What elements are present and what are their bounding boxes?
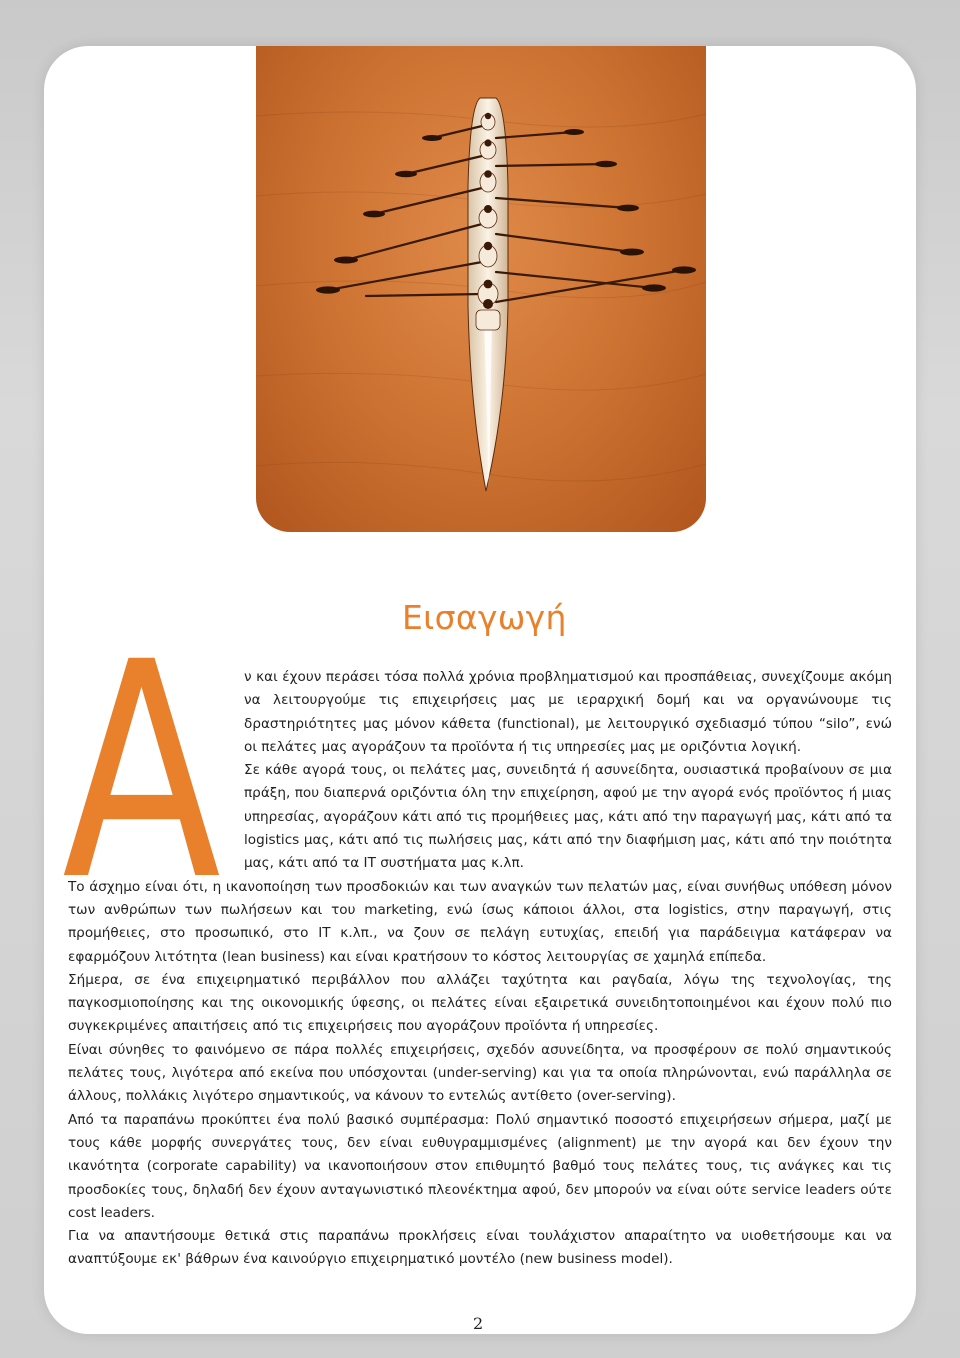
paragraph: Το άσχημο είναι ότι, η ικανοποίηση των προσδοκιών και των αναγκών των πελατών μας, είναι συνήθως υπόθεση μόνον των ανθρώπων των πωλήσεων και του marketing, ενώ ίσως κάποιοι άλλοι, στα logistics, στην παραγωγή, στις προμήθειες, στο προσωπικό, στο IT κ.λπ., να ζουν σε πελάγη ευτυχίας, επειδή για παράδειγμα κατάφεραν να εφαρμόζουν λιτότητα (lean business) και είναι κρατήσουν το κόστος λειτουργίας σε χαμηλά επίπεδα. <box>68 878 892 965</box>
paragraph: Για να απαντήσουμε θετικά στις παραπάνω προκλήσεις είναι τουλάχιστον απαραίτητο να υιοθετήσουμε και να αναπτύξουμε εκ' βάθρων ένα καινούργιο επιχειρηματικό μοντέλο (new business model). <box>68 1228 892 1268</box>
paragraph: Σήμερα, σε ένα επιχειρηματικό περιβάλλον που αλλάζει ταχύτητα και ραγδαία, λόγω της τεχνολογίας, της παγκοσμιοποίησης και της οικονομικής ύφεσης, οι πελάτες είναι εξαιρετικά συνειδητοποιημένοι και έχουν πολύ πιο συγκεκριμένες απαιτήσεις από τις επιχειρήσεις που αγοράζουν προϊόντα ή υπηρεσίες. <box>68 971 892 1035</box>
rowing-boat-image <box>256 46 706 532</box>
page-number: 2 <box>473 1314 484 1333</box>
page-title: Εισαγωγή <box>402 598 567 637</box>
paragraph: Είναι σύνηθες το φαινόμενο σε πάρα πολλές επιχειρήσεις, σχεδόν ασυνείδητα, να προσφέρουν σε πολύ σημαντικούς πελάτες τους, λιγότερα από εκείνα που υπόσχονται (under-serving) και για τα οποία πληρώνονται, ενώ παράλληλα σε άλλους, πολλάκις λιγότερο σημαντικούς, να κάνουν το εντελώς αντίθετο (over-serving). <box>68 1041 892 1105</box>
paragraph: Σε κάθε αγορά τους, οι πελάτες μας, συνειδητά ή ασυνείδητα, ουσιαστικά προβαίνουν σε μια πράξη, που διαπερνά οριζόντια όλη την επιχείρηση, αφού με την αγορά ενός προϊόντος ή μιας υπηρεσίας, αγοράζουν κάτι από τις προμήθειες μας, κάτι από την παραγωγή μας, κάτι από τα logistics μας, κάτι από τις πωλήσεις μας, κάτι από την διαφήμιση μας, κάτι από την ποιότητα μας, κάτι από τα IT συστήματα μας κ.λπ. <box>244 762 892 872</box>
body-text <box>68 666 892 1272</box>
paragraph: Από τα παραπάνω προκύπτει ένα πολύ βασικό συμπέρασμα: Πολύ σημαντικό ποσοστό επιχειρήσεων σήμερα, μαζί με τους κάθε μορφής συνεργάτες τους, δεν είναι ευθυγραμμισμένες (alignment) με την αγορά και δεν έχουν την ικανότητα (corporate capability) να ικανοποιήσουν στον επιθυμητό βαθμό τους πελάτες τους, τις ανάγκες και τις προσδοκίες τους, δηλαδή δεν έχουν ανταγωνιστικό πλεονέκτημα αφού, δεν μπορούν να είναι ούτε service leaders ούτε cost leaders. <box>68 1111 892 1221</box>
drop-cap: Α <box>62 599 222 946</box>
rowing-boat-photo <box>256 46 706 532</box>
paragraph: ν και έχουν περάσει τόσα πολλά χρόνια προβληματισμού και προσπάθειας, συνεχίζουμε ακόμη να λειτουργούμε τις επιχειρήσεις μας με ιεραρχική δομή και να οργανώνουμε τις δραστηριότητες μας μόνον κάθετα (functional), με λειτουργικό σχεδιασμό τύπου “silo”, ενώ οι πελάτες μας αγοράζουν τα προϊόντα ή τις υπηρεσίες μας με οριζόντια λογική. <box>244 669 892 755</box>
